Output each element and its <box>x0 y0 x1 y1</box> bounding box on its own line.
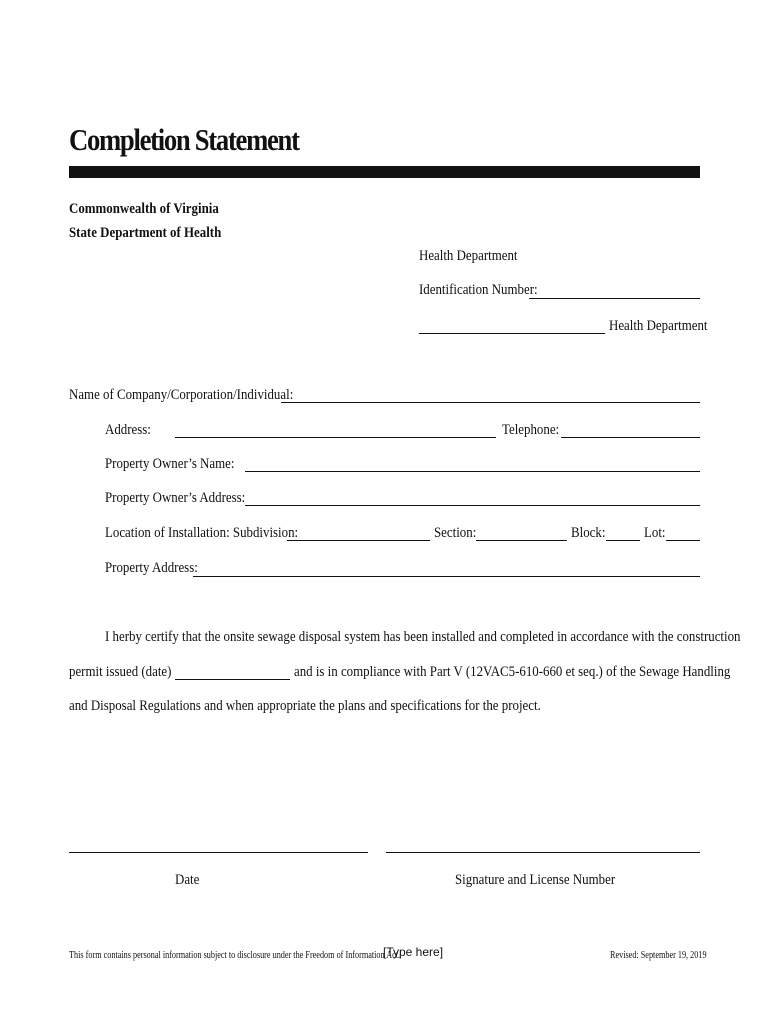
telephone-field[interactable] <box>561 437 700 438</box>
health-department-label: Health Department <box>419 248 518 264</box>
certification-line-3: and Disposal Regulations and when appropriate the plans and specifications for the project. <box>69 698 541 714</box>
section-field[interactable] <box>476 540 567 541</box>
lot-field[interactable] <box>666 540 700 541</box>
certification-line-2b: and is in compliance with Part V (12VAC5-610-660 et seq.) of the Sewage Handling <box>294 664 731 680</box>
certification-line-2a: permit issued (date) <box>69 664 172 680</box>
revised-date: Revised: September 19, 2019 <box>610 950 707 961</box>
company-label: Name of Company/Corporation/Individual: <box>69 387 294 403</box>
title-rule <box>69 166 700 178</box>
identification-number-label: Identification Number: <box>419 282 538 298</box>
type-here-placeholder[interactable]: [Type here] <box>383 945 444 959</box>
owner-name-label: Property Owner’s Name: <box>105 456 235 472</box>
identification-number-field[interactable] <box>529 298 700 299</box>
property-address-field[interactable] <box>193 576 700 577</box>
address-field[interactable] <box>175 437 496 438</box>
foia-notice <box>69 950 400 961</box>
location-label: Location of Installation: Subdivision: <box>105 525 299 541</box>
property-address-label: Property Address: <box>105 560 198 576</box>
block-label: Block: <box>571 525 606 541</box>
owner-address-label: Property Owner’s Address: <box>105 490 246 506</box>
lot-label: Lot: <box>644 525 666 541</box>
signature-license-field[interactable] <box>386 852 700 853</box>
company-field[interactable] <box>281 402 700 403</box>
subdivision-field[interactable] <box>287 540 430 541</box>
owner-address-field[interactable] <box>245 505 700 506</box>
foia-notice-text: This form contains personal information subject to disclosure under the Freedom of Information Act. <box>69 950 401 961</box>
owner-name-field[interactable] <box>245 471 700 472</box>
signature-license-label: Signature and License Number <box>455 872 616 888</box>
health-department-suffix: Health Department <box>609 318 708 334</box>
health-department-name-field[interactable] <box>419 333 605 334</box>
section-label: Section: <box>434 525 477 541</box>
header-department: State Department of Health <box>69 225 222 241</box>
date-signature-field[interactable] <box>69 852 368 853</box>
header-commonwealth: Commonwealth of Virginia <box>69 201 219 217</box>
block-field[interactable] <box>606 540 640 541</box>
address-label: Address: <box>105 422 151 438</box>
date-label: Date <box>175 872 200 888</box>
permit-date-field[interactable] <box>175 679 290 680</box>
certification-line-1: I herby certify that the onsite sewage disposal system has been installed and completed in accordance with the construction <box>105 629 741 645</box>
page-title: Completion Statement <box>69 122 299 157</box>
telephone-label: Telephone: <box>502 422 560 438</box>
